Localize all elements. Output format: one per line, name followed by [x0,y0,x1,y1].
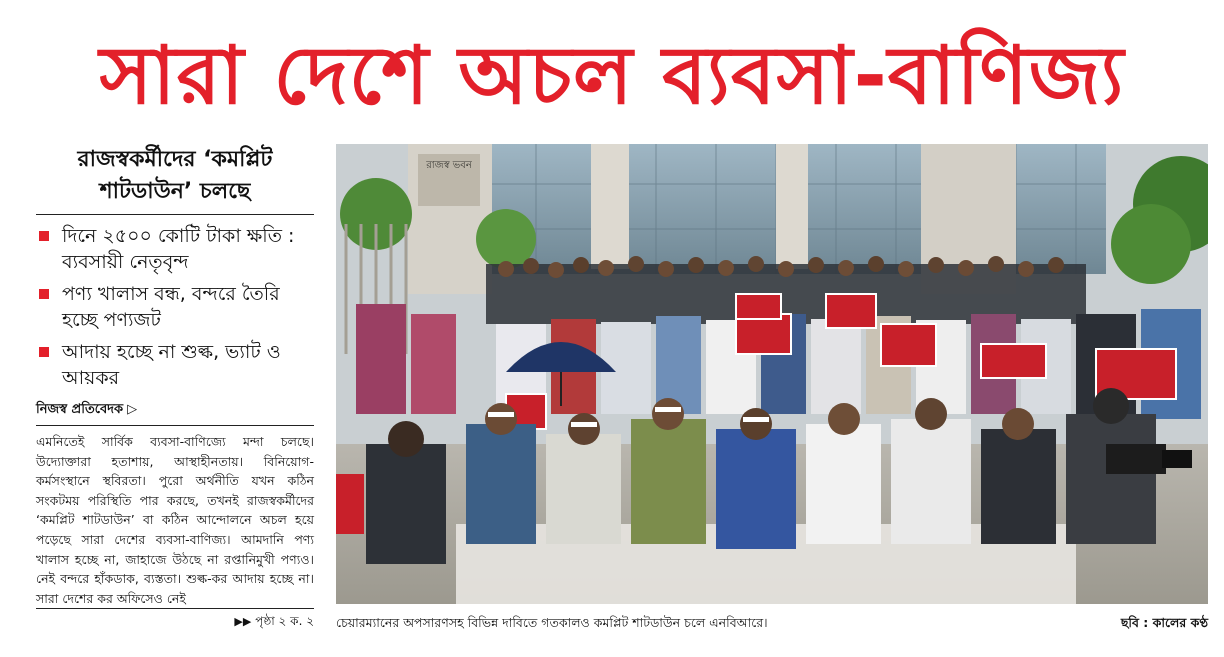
article-body: এমনিতেই সার্বিক ব্যবসা-বাণিজ্যে মন্দা চলছে। উদ্যোক্তারা হতাশায়, আস্থাহীনতায়। বিনিয়োগ-কর্মসংস্থানে স্থবিরতা। পুরো অর্থনীতি যখন কঠিন সংকটময় পরিস্থিতি পার করছে, তখনই রাজস্বকর্মীদের ‘কমপ্লিট শাটডাউন’ বা কঠিন আন্দোলনে অচল হয়ে পড়েছে সারা দেশের ব্যবসা-বাণিজ্য। আমদানি পণ্য খালাস হচ্ছে না, জাহাজে উঠছে না রপ্তানিমুখী পণ্যও। নেই বন্দরে হাঁকডাক, ব্যস্ততা। শুল্ক-কর আদায় হচ্ছে না। সারা দেশের কর অফিসেও নেই [36,434,314,606]
bullet-item [36,281,314,333]
red-square-bullet-icon [39,289,49,299]
red-square-bullet-icon [39,231,49,241]
subheadline: রাজস্বকর্মীদের ‘কমপ্লিট শাটডাউন’ চলছে [77,147,273,204]
continued-text: পৃষ্ঠা ২ ক. ২ [255,614,314,629]
protest-photo-illustration [336,144,1208,604]
bullet-list [36,223,314,391]
divider [36,214,314,215]
continued-link[interactable] [36,609,314,632]
byline [36,397,314,425]
bullet-item [36,223,314,275]
story-column [36,140,314,640]
bullet-text: আদায় হচ্ছে না শুল্ক, ভ্যাট ও আয়কর [62,341,281,389]
double-arrow-icon: ▶▶ [234,615,252,629]
news-photo [336,144,1208,604]
building-sign-text: রাজস্ব ভবন [426,160,472,171]
bullet-item [36,339,314,391]
photo-credit: ছবি : কালের কণ্ঠ [1120,615,1208,630]
photo-caption: চেয়ারম্যানের অপসারণসহ বিভিন্ন দাবিতে গতকালও কমপ্লিট শাটডাউন চলে এনবিআরে। [336,615,768,630]
camera [1106,444,1166,474]
red-square-bullet-icon [39,347,49,357]
triangle-right-icon: ▷ [127,402,138,417]
bullet-text: দিনে ২৫০০ কোটি টাকা ক্ষতি : ব্যবসায়ী নেতৃবৃন্দ [62,225,295,273]
bullet-text: পণ্য খালাস বন্ধ, বন্দরে তৈরি হচ্ছে পণ্যজট [62,283,280,331]
headline: সারা দেশে অচল ব্যবসা-বাণিজ্য [99,29,1125,122]
byline-text: নিজস্ব প্রতিবেদক [36,402,124,417]
photo-caption-row [336,612,1208,634]
